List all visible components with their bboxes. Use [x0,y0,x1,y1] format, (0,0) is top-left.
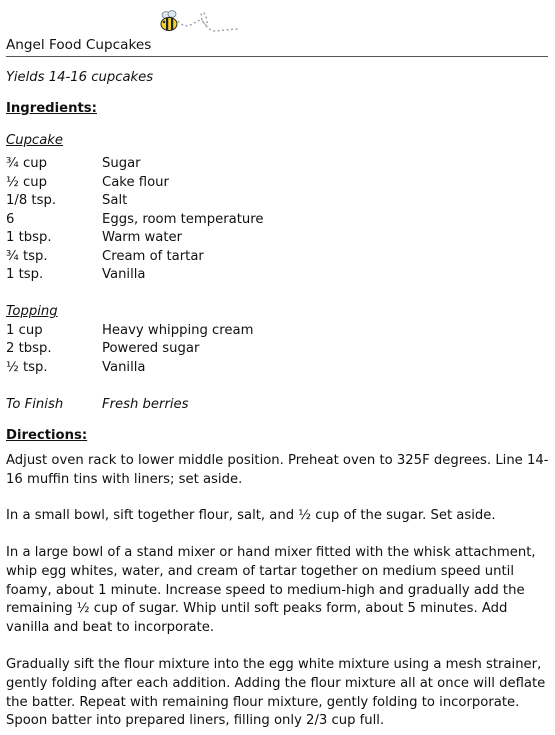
ingredient-qty: ½ tsp. [6,359,48,375]
ingredient-name: Salt [102,193,128,208]
ingredient-qty: 1 cup [6,322,43,338]
ingredient-row [6,230,526,248]
cupcake-heading: Cupcake [6,133,64,148]
direction-step: In a small bowl, sift together flour, salt, and ½ cup of the sugar. Set aside. [6,508,496,523]
yields-text: Yields 14-16 cupcakes [6,70,154,85]
ingredient-name: Heavy whipping cream [102,322,254,338]
ingredient-name: Eggs, room temperature [102,211,264,227]
ingredients-heading: Ingredients: [6,101,97,116]
topping-heading: Topping [6,304,58,319]
recipe-title: Angel Food Cupcakes [6,37,152,53]
ingredient-qty: 6 [6,211,15,227]
title-divider [6,56,548,57]
ingredient-name: Cream of tartar [102,248,204,264]
ingredient-row [6,323,526,341]
ingredient-qty: 1 tsp. [6,267,44,282]
ingredient-name: Vanilla [102,359,146,375]
ingredient-row [6,156,526,174]
ingredient-row [6,249,526,267]
direction-step: Adjust oven rack to lower middle position. Preheat oven to 325F degrees. Line 14-16 muffin tins with liners; set aside. [6,453,549,487]
ingredient-row [6,175,526,193]
ingredient-qty: 1/8 tsp. [6,193,57,208]
ingredient-qty: ¾ cup [6,156,47,171]
ingredient-name: Powered sugar [102,341,200,356]
ingredient-name: Warm water [102,230,183,245]
ingredient-name: Sugar [102,156,141,171]
ingredient-row [6,360,526,378]
ingredient-qty: 1 tbsp. [6,230,52,245]
directions-heading: Directions: [6,428,88,443]
to-finish-item: Fresh berries [102,397,189,412]
ingredient-row [6,193,526,211]
ingredient-name: Vanilla [102,267,146,282]
ingredient-qty: ½ cup [6,174,47,190]
to-finish-row [6,397,526,415]
direction-step: Gradually sift the flour mixture into the egg white mixture using a mesh strainer, gently folding after each addition. Adding the flour mixture all at once will deflate the batter. Repeat with remaining flour mixture, gently folding to incorporate. Spoon batter into prepared liners, filling only 2/3 cup full. [6,657,546,729]
direction-step: In a large bowl of a stand mixer or hand mixer fitted with the whisk attachment, whip egg whites, water, and cream of tartar together on medium speed until foamy, about 1 minute. Increase speed to medium-high and gradually add the remaining ½ cup of sugar. Whip until soft peaks form, about 5 minutes. Add vanilla and beat to incorporate. [6,545,536,636]
ingredient-qty: ¾ tsp. [6,248,48,264]
bee-icon [158,5,244,37]
ingredient-row [6,341,526,359]
ingredient-name: Cake flour [102,174,169,190]
ingredient-row [6,212,526,230]
ingredient-row [6,267,526,285]
to-finish-label: To Finish [6,397,64,412]
ingredient-qty: 2 tbsp. [6,341,52,356]
